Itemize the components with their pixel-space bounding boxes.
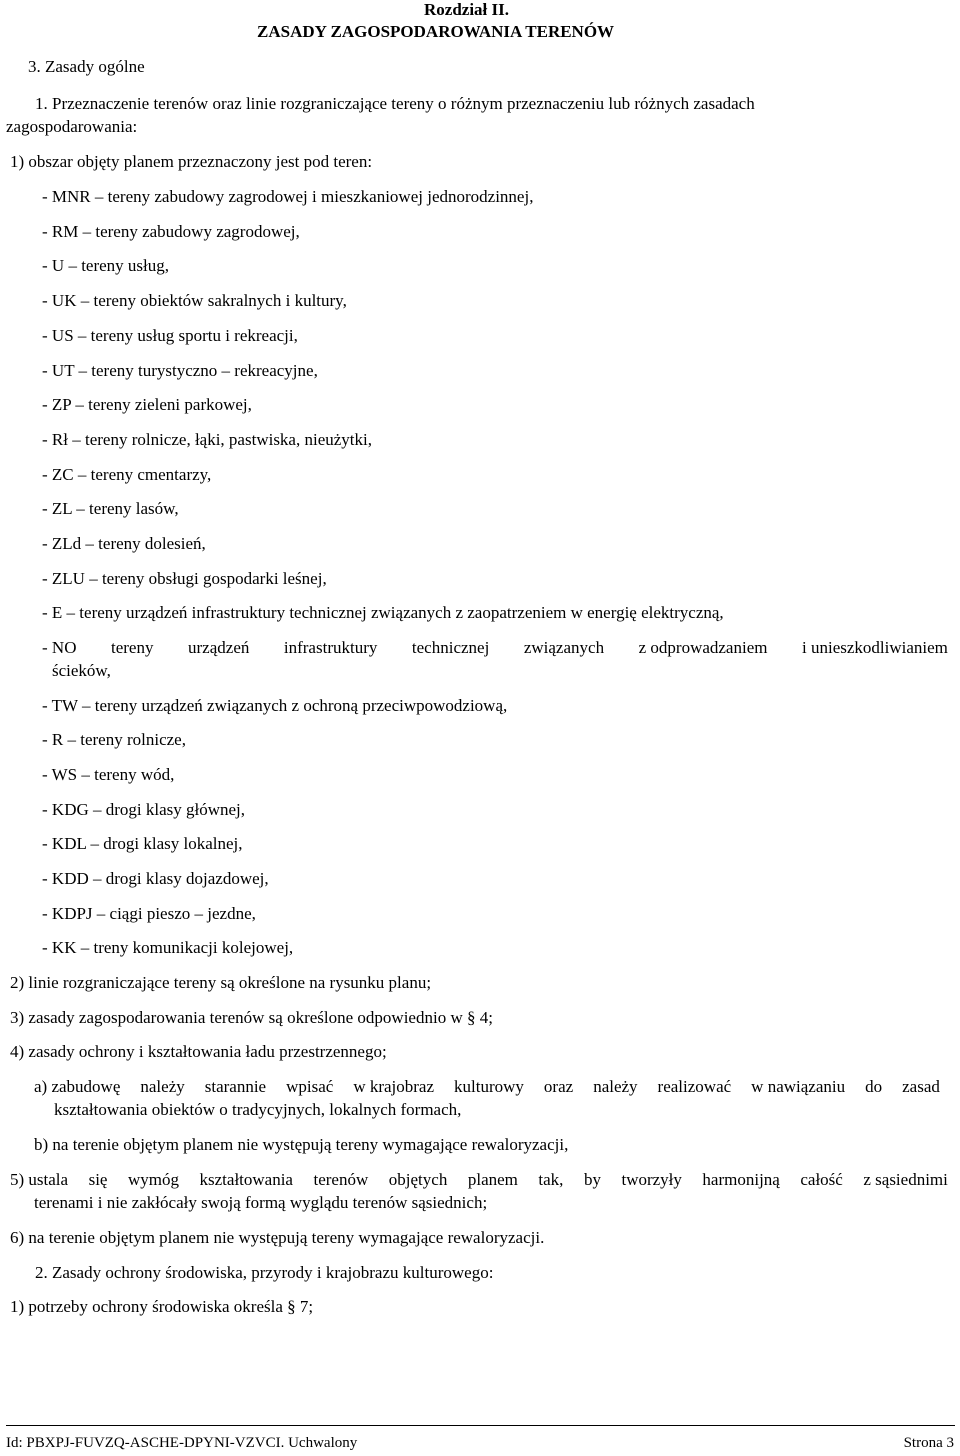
word: należy xyxy=(140,1077,185,1096)
word: urządzeń xyxy=(188,638,250,657)
item-4a-line1 xyxy=(34,1077,940,1097)
word: terenów xyxy=(313,1170,369,1189)
word: i unieszkodliwianiem xyxy=(802,638,948,657)
item-5-line2: terenami i nie zakłócały swoją formą wyglądu terenów sąsiednich; xyxy=(34,1193,488,1212)
word: realizować xyxy=(657,1077,732,1096)
zone-no-line1 xyxy=(42,638,948,658)
item-4a-line2: kształtowania obiektów o tradycyjnych, lokalnych formach, xyxy=(54,1100,462,1119)
word: należy xyxy=(593,1077,638,1096)
footer xyxy=(6,1434,954,1452)
zone-item: - KDG – drogi klasy głównej, xyxy=(42,800,246,819)
word: by xyxy=(583,1170,601,1189)
item-2: 2) linie rozgraniczające tereny są określone na rysunku planu; xyxy=(10,973,432,992)
zone-item: - US – tereny usług sportu i rekreacji, xyxy=(42,326,298,345)
word: tworzyły xyxy=(621,1170,682,1189)
point1-line1: 1. Przeznaczenie terenów oraz linie rozgraniczające tereny o różnym przeznaczeniu lub różnych zasadach xyxy=(35,94,755,113)
word: starannie xyxy=(204,1077,267,1096)
word: z odprowadzaniem xyxy=(638,638,768,657)
zone-item: - MNR – tereny zabudowy zagrodowej i mieszkaniowej jednorodzinnej, xyxy=(42,187,534,206)
section-heading: 3. Zasady ogólne xyxy=(28,57,145,76)
word: 5) ustala xyxy=(10,1170,69,1189)
zone-item: - RM – tereny zabudowy zagrodowej, xyxy=(42,222,300,241)
word: wpisać xyxy=(286,1077,334,1096)
zone-item: - ZC – tereny cmentarzy, xyxy=(42,465,212,484)
zone-item: - KDPJ – ciągi pieszo – jezdne, xyxy=(42,904,256,923)
chapter-number: Rozdział II. xyxy=(424,0,509,19)
word: się xyxy=(88,1170,108,1189)
word: kształtowania xyxy=(199,1170,293,1189)
word: kulturowy xyxy=(454,1077,524,1096)
zone-item: - UK – tereny obiektów sakralnych i kultury, xyxy=(42,291,347,310)
point1-line2: zagospodarowania: xyxy=(6,117,138,136)
point2-item1: 1) potrzeby ochrony środowiska określa § 7; xyxy=(10,1297,314,1316)
word: zasad xyxy=(902,1077,940,1096)
zone-item: - KDL – drogi klasy lokalnej, xyxy=(42,834,243,853)
document-id: Id: PBXPJ-FUVZQ-ASCHE-DPYNI-VZVCI. Uchwalony xyxy=(6,1435,358,1451)
word: - NO xyxy=(42,638,77,657)
zone-item: - R – tereny rolnicze, xyxy=(42,730,186,749)
word: w krajobraz xyxy=(353,1077,435,1096)
item1-intro: 1) obszar objęty planem przeznaczony jest pod teren: xyxy=(10,152,373,171)
word: technicznej xyxy=(411,638,490,657)
zone-item: - TW – tereny urządzeń związanych z ochroną przeciwpowodziową, xyxy=(42,696,508,715)
zone-item: - ZLd – tereny dolesień, xyxy=(42,534,206,553)
zone-item: - ZLU – tereny obsługi gospodarki leśnej, xyxy=(42,569,327,588)
word: całość xyxy=(800,1170,843,1189)
item-3: 3) zasady zagospodarowania terenów są określone odpowiednio w § 4; xyxy=(10,1008,493,1027)
zone-item: - KDD – drogi klasy dojazdowej, xyxy=(42,869,269,888)
word: objętych xyxy=(388,1170,448,1189)
item-5-line1 xyxy=(10,1170,948,1190)
footer-divider xyxy=(6,1425,955,1426)
page-number: Strona 3 xyxy=(903,1435,954,1451)
word: a) zabudowę xyxy=(34,1077,121,1096)
zone-item: - ZL – tereny lasów, xyxy=(42,499,179,518)
word: harmonijną xyxy=(702,1170,780,1189)
zone-item: - ZP – tereny zieleni parkowej, xyxy=(42,395,252,414)
zone-item: - WS – tereny wód, xyxy=(42,765,175,784)
item-4b: b) na terenie objętym planem nie występują tereny wymagające rewaloryzacji, xyxy=(34,1135,569,1154)
zone-item: - UT – tereny turystyczno – rekreacyjne, xyxy=(42,361,318,380)
chapter-title: ZASADY ZAGOSPODAROWANIA TERENÓW xyxy=(257,22,615,41)
item-6: 6) na terenie objętym planem nie występują tereny wymagające rewaloryzacji. xyxy=(10,1228,545,1247)
zone-item: - KK – treny komunikacji kolejowej, xyxy=(42,938,294,957)
zone-item: - E – tereny urządzeń infrastruktury technicznej związanych z zaopatrzeniem w energię elektryczną, xyxy=(42,603,724,622)
word: z sąsiednimi xyxy=(863,1170,948,1189)
zone-no-line2: ścieków, xyxy=(52,661,111,680)
word: oraz xyxy=(543,1077,574,1096)
word: do xyxy=(865,1077,883,1096)
zone-item: - U – tereny usług, xyxy=(42,256,170,275)
word: tereny xyxy=(111,638,154,657)
word: planem xyxy=(467,1170,518,1189)
point-2: 2. Zasady ochrony środowiska, przyrody i krajobrazu kulturowego: xyxy=(35,1263,494,1282)
zone-item: - Rł – tereny rolnicze, łąki, pastwiska, nieużytki, xyxy=(42,430,372,449)
item-4: 4) zasady ochrony i kształtowania ładu przestrzennego; xyxy=(10,1042,387,1061)
word: w nawiązaniu xyxy=(751,1077,846,1096)
word: wymóg xyxy=(128,1170,179,1189)
word: związanych xyxy=(523,638,605,657)
word: tak, xyxy=(538,1170,564,1189)
word: infrastruktury xyxy=(283,638,378,657)
